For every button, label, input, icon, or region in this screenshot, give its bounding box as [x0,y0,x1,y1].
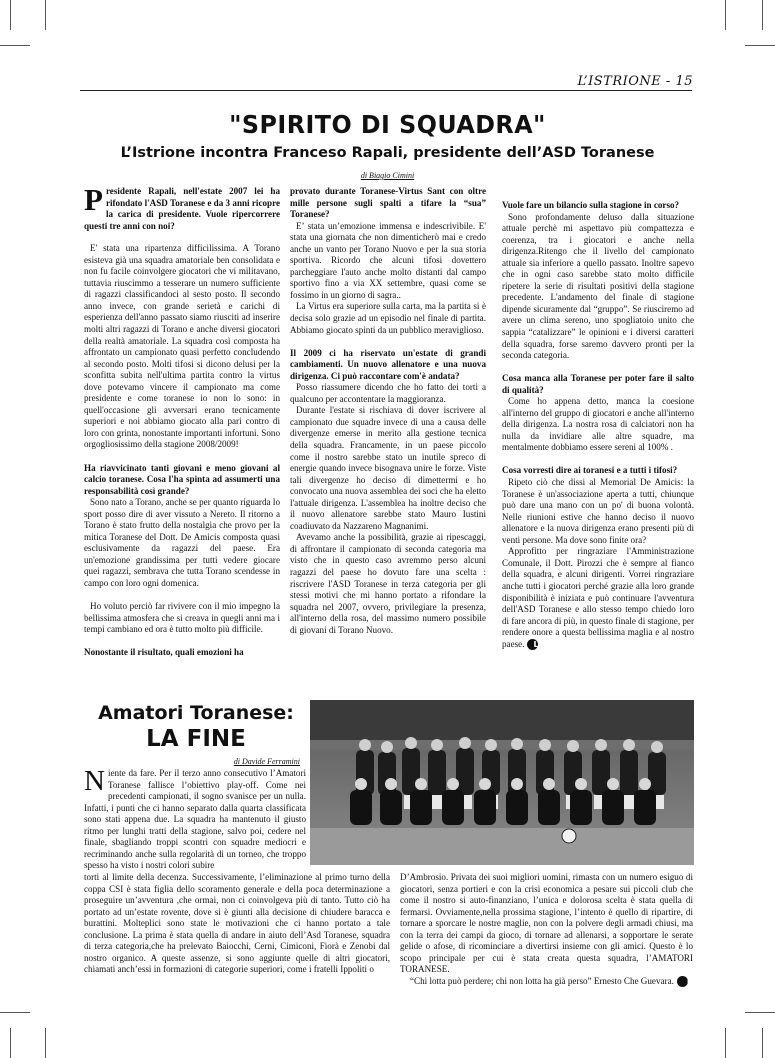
interview-answer: Approfitto per ringraziare l'Amministrazione Comunale, il Dott. Pirozzi che è sempre al fianco della squadra, e alcuni dirigenti. Vorrei ringraziare anche tutti i giocatori perché grazie alla loro grande disponibilità è iniziata e può continuare l'avventura dell'ASD Toranese e allo stesso tempo chiedo loro di fare ancora di più, in questo finale di stagione, per rendere onore a questa bellissima maglia e al nostro paese. [502,546,694,649]
crop-mark [45,1028,46,1058]
interview-question: Cosa vorresti dire ai toranesi e a tutti i tifosi? [502,465,678,476]
interview-answer: Durante l'estate si rischiava di dover iscrivere al campionato due squadre invece di una a causa delle divergenze emerse in merito alla gestione tecnica della squadra. Francamente, in un paese piccolo come il nostro sarebbe stato un inutile spreco di energie quando invece bisognava unire le forze. Viste tali divergenze ho deciso di dimettermi e ho convocato una nuova assemblea dei soci che ha eletto l'attuale dirigenza. L'assemblea ha inoltre deciso che il nuovo allenatore sarebbe stato Mauro Iustini coadiuvato da Nazzareno Magnanimi. [290,405,486,531]
team-photo-image [310,700,694,865]
crop-mark [45,0,46,30]
interview-answer: Posso riassumere dicendo che ho fatto dei torti a qualcuno per accontentare la maggioranza. [290,382,486,404]
dropcap: P [84,182,103,217]
article2-paragraph: torti al limite della decenza. Successivamente, l’eliminazione al primo turno della coppa CSI è stata figlia dello scoramento generale e della poca determinazione a proseguire un’avventura ,che ormai, non ci coinvolgeva più di tanto. Tutto ciò ha portato ad un’estate rovente, dove si è giunti alla decisione di chiudere baracca e burattini. Molteplici sono state le motivazioni che ci hanno portato a tale conclusione. La prima è stata quella di andare in aiuto dell’Asd Toranese, squadra di terza categoria,che ha prelevato Baiocchi, Cerni, Cimiconi, Fiorà e Zenobi dal nostro organico. A queste assenze, si sono aggiunte quelle di altri giocatori, chiamati anch’essi in formazioni di categorie superiori, come i fratelli Ippoliti o [84,872,390,975]
article2-column-1 [84,765,306,872]
team-photo [310,700,694,865]
crop-mark [762,1028,763,1058]
interview-question: provato durante Toranese-Virtus Sant con oltre mille persone sugli spalti a tifare la “sua” Toranese? [290,186,486,220]
article-column-3 [502,200,694,662]
crop-mark [745,45,775,46]
dropcap: N [84,765,105,797]
article-column-1 [84,182,280,659]
interview-question: residente Rapali, nell'estate 2007 lei ha rifondato l'ASD Toranese e da 3 anni ricopre la carica di presidente. Vuole ripercorrere questi tre anni con noi? [84,186,280,231]
crop-mark [0,1012,30,1013]
article2-byline: di Davide Ferramini [233,757,300,766]
interview-answer: Avevamo anche la possibilità, grazie ai ripescaggi, di affrontare il campionato di seconda categoria ma visto che in questo caso avremmo perso alcuni ragazzi del paese ho dovuto fare una scelta : riscrivere l'ASD Toranese in terza categoria per gli stessi motivi che mi hanno portato a rifondare la squadra nel 2007, ovvero, privilegiare la presenza, all'interno della rosa, del massimo numero possibile di giovani di Torano Nuovo. [290,532,486,635]
crop-mark [10,0,11,30]
crop-mark [0,45,30,46]
interview-answer: Sono nato a Torano, anche se per quanto riguarda lo sport posso dire di aver vissuto a Nereto. Il ritorno a Torano è stato frutto della nostalgia che provo per la mitica Toranese del Dott. De Amicis composta quasi esclusivamente da ragazzi del paese. Era un'emozione grandissima per tutti vedere giocare quei ragazzi, sembrava che tutta Torano scendesse in campo con loro ogni domenica. [84,497,280,588]
end-of-article-icon: L [527,639,538,650]
interview-answer: E’ stata un’emozione immensa e indescrivibile. E' stata una giornata che non dimenticherò mai e credo anche un vanto per Torano Nuovo e per la sua storia sportiva. Ricordo che alcuni tifosi dovettero parcheggiare l'auto anche molto distanti dal campo sportivo fino a via XX settembre, quasi come se fossimo in un giorno di sagra.. [290,220,486,300]
interview-question: Vuole fare un bilancio sulla stagione in corso? [502,200,680,210]
article2-paragraph: iente da fare. Per il terzo anno consecutivo l’Amatori Toranese fallisce l’obiettivo play-off. Come nei precedenti campionati, il sogno svanisce per un nulla. Infatti, i punti che ci hanno separato dalla quarta classificata sono stati appena due. La squadra ha mantenuto il giusto ritmo per lunghi tratti della stagione, salvo poi, cedere nel finale, sbagliando troppi scontri con squadre mediocri e recriminando anche sulla regolarità di un torneo, che troppo spesso ha visto i nostri colori subire [84,768,306,871]
interview-answer: E' stata una ripartenza difficilissima. A Torano esisteva già una squadra amatoriale ben consolidata e non fu facile coinvolgere giocatori che vi militavano, tuttavia riuscimmo a tesserare un numero sufficiente di ragazzi classificandoci al sesto posto. Il secondo anno invece, con grande serietà e carichi di esperienza dell'anno passato siamo riusciti ad inserire molti altri ragazzi di Torano e anche diversi giocatori della realtà amatoriale. La squadra così composta ha affrontato un campionato quasi perfetto concludendo al secondo posto. Molti tifosi si dicono delusi per la sconfitta subita nell'ultima partita contro la virtus dove potevamo vincere il campionato ma come presidente e come toranese io non lo sono: in quell'occasione gli avversari erano tecnicamente superiori e noi abbiamo giocato alla pari contro di loro con grinta, nonostante importanti infortuni. Sono orgogliosissimo della stagione 2008/2009! [84,243,280,450]
interview-question: Ha riavvicinato tanti giovani e meno giovani al calcio toranese. Cosa l'ha spinta ad assumerti una responsabilità così grande? [84,462,280,496]
article-title: "SPIRITO DI SQUADRA" [229,110,546,139]
article2-column-3 [400,872,693,987]
interview-answer: La Virtus era superiore sulla carta, ma la partita si è decisa solo grazie ad un episodio nel finale di partita. Abbiamo giocato spinti da un pubblico meraviglioso. [290,301,486,335]
interview-question: Cosa manca alla Toranese per poter fare il salto di qualità? [502,373,694,395]
end-of-article-icon: L [677,976,688,987]
running-head: L’ISTRIONE - 15 [577,74,693,89]
article2-title-line2: LA FINE [146,726,246,752]
crop-mark [725,0,726,30]
interview-answer: Ripeto ciò che dissi al Memorial De Amicis: la Toranese è un'associazione aperta a tutti, chiunque può dare una mano con un po' di buona volontà. Nelle riunioni estive che hanno deciso il nuovo allenatore e la nuova dirigenza erano presenti più di venti persone. Ma dove sono finite ora? [502,477,694,545]
article2-paragraph: D’Ambrosio. Privata dei suoi migliori uomini, rimasta con un numero esiguo di giocatori, senza portieri e con la crisi economica a pesare sui piccoli club che come il nostro si auto-finanziano, l’unica e dolorosa scelta è stata quella di fermarsi. Ovviamente,nella prossima stagione, l’intento è quello di ripartire, di tornare a sporcare le nostre maglie, non con la polvere degli armadi chiusi, ma con la terra dei campi da gioco, di tornare ad allenarsi, a sopportare le serate gelide o afose, di ricominciare a divertirsi insieme con gli amici. Questo è lo scopo principale per cui è stata creata questa squadra, l’AMATORI TORANESE. [400,872,693,975]
article-column-2 [290,186,486,648]
article-subtitle: L’Istrione incontra Franceso Rapali, presidente dell’ASD Toranese [120,145,655,161]
interview-question: Il 2009 ci ha riservato un'estate di grandi cambiamenti. Un nuovo allenatore e una nuova dirigenza. Ci può raccontare com'è andata? [290,347,486,381]
interview-answer: Ho voluto perciò far rivivere con il mio impegno la bellissima atmosfera che si creava in quegli anni ma i tempi cambiano ed ora è tutto molto più difficile. [84,601,280,635]
article2-quote: “Chi lotta può perdere; chi non lotta ha già perso” Ernesto Che Guevara. [410,975,674,986]
article2-title-line1: Amatori Toranese: [98,702,294,724]
article2-column-2 [84,872,390,976]
article-byline: di Biagio Cimini [360,171,415,180]
crop-mark [762,0,763,30]
crop-mark [725,1028,726,1058]
header-rule [80,90,692,91]
interview-question: Nonostante il risultato, quali emozioni ha [84,647,244,658]
crop-mark [745,1012,775,1013]
interview-answer: Come ho appena detto, manca la coesione all'interno del gruppo di giocatori e anche all'interno della dirigenza. La nostra rosa di calciatori non ha nulla da invidiare alle altre squadre, ma mentalmente dobbiamo essere sereni al 100% . [502,396,694,453]
interview-answer: Sono profondamente deluso dalla situazione attuale perchè mi aspettavo più compattezza e coerenza, tra i giocatori e anche nella dirigenza.Ritengo che il livello del campionato attuale sia inferiore a quello passato. Inoltre sapevo che in ogni caso sarebbe stato molto difficile ripetere la serie di risultati positivi della stagione precedente. L'andamento del finale di stagione dipende sicuramente dal “gruppo”. Se riusciremo ad avere un clima sereno, uno spogliatoio unito che sappia “catalizzare” le opinioni e i diversi caratteri della squadra, forse saremo davvero pronti per la seconda categoria. [502,211,694,361]
crop-mark [10,1028,11,1058]
